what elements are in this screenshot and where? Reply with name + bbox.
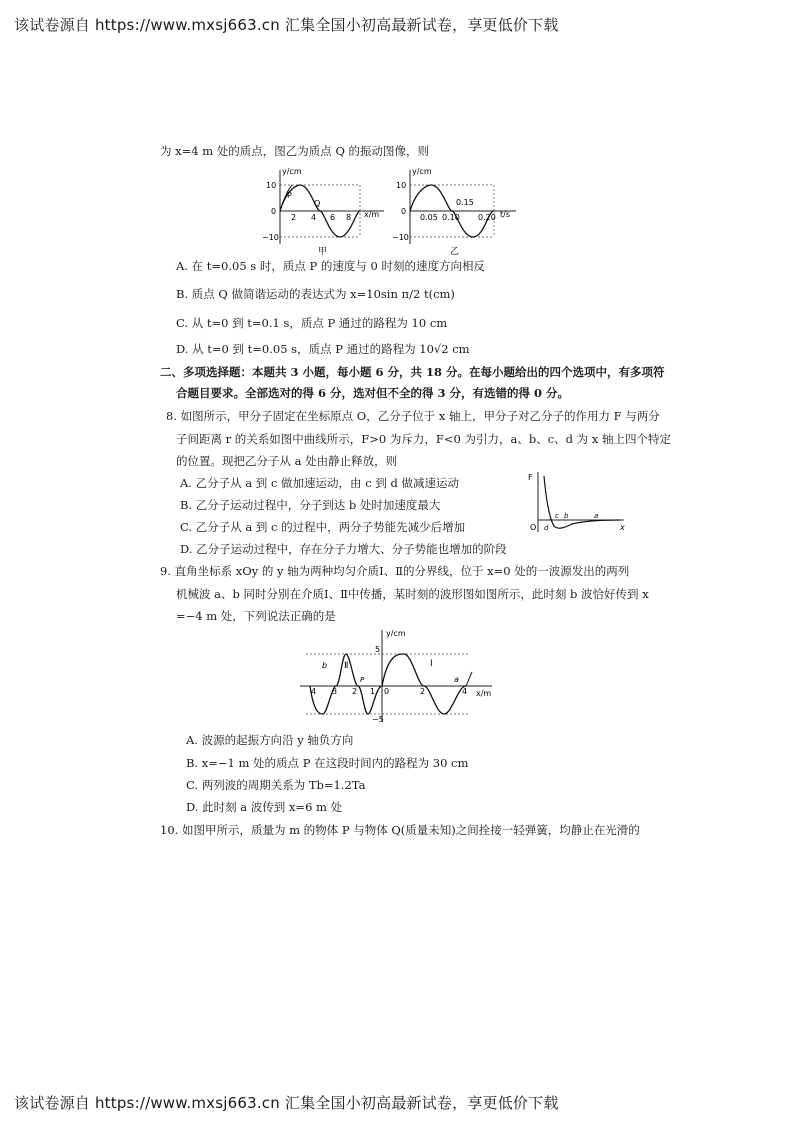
q9-line-1: 9. 直角坐标系 xOy 的 y 轴为两种均匀介质Ⅰ、Ⅱ的分界线，位于 x=0 处的一波源发出的两列 [160,564,630,578]
yi-ytick-zero: 0 [401,207,407,216]
q8-label-d: d [544,524,549,532]
q7-figure-yi [390,164,520,256]
q8-label-o: O [530,523,537,532]
jia-xtick-2: 2 [291,213,297,222]
yi-xtick-020: 0.20 [478,213,496,222]
q9-line-2: 机械波 a、b 同时分别在介质Ⅰ、Ⅱ中传播，某时刻的波形图如图所示，此时刻 b 波恰好传到 x [176,587,649,601]
yi-xlabel: t/s [500,210,510,219]
q9-xtick-0: 0 [384,687,390,696]
q9-xtick-neg3: 3 [332,687,338,696]
q8-option-a: A. 乙分子从 a 到 c 做加速运动，由 c 到 d 做减速运动 [180,476,459,490]
watermark-bottom: 该试卷源自 https://www.mxsj663.cn 汇集全国小初高最新试卷，享更低价下载 [14,1094,559,1112]
q8-label-c: c [555,512,559,520]
q9-label-p: P [360,676,365,684]
q7-option-a: A. 在 t=0.05 s 时，质点 P 的速度与 0 时刻的速度方向相反 [176,259,486,273]
q7-option-c: C. 从 t=0 到 t=0.1 s，质点 P 通过的路程为 10 cm [176,316,448,330]
q7-figure-jia [258,164,388,256]
jia-xlabel: x/m [364,210,380,219]
q8-label-f: F [528,473,533,482]
q10-line-1: 10. 如图甲所示，质量为 m 的物体 P 与物体 Q(质量未知)之间拴接一轻弹簧，均静止在光滑的 [160,823,640,837]
jia-caption: 甲 [318,247,328,256]
watermark-top: 该试卷源自 https://www.mxsj663.cn 汇集全国小初高最新试卷，享更低价下载 [14,16,559,34]
q7-option-b: B. 质点 Q 做简谐运动的表达式为 x=10sin π/2 t(cm) [176,287,455,301]
q8-line-3: 的位置。现把乙分子从 a 处由静止释放，则 [176,454,398,468]
jia-label-p: P [287,191,292,200]
q8-force-figure [520,468,630,536]
q9-option-a: A. 波源的起振方向沿 y 轴负方向 [186,733,354,747]
q8-line-2: 子间距离 r 的关系如图中曲线所示，F>0 为斥力，F<0 为引力，a、b、c、d 为 x 轴上四个特定 [176,432,671,446]
q9-ytick-bot: −5 [372,715,384,724]
q9-ylabel: y/cm [386,629,406,638]
q8-option-b: B. 乙分子运动过程中，分子到达 b 处时加速度最大 [180,498,441,512]
q9-xtick-2: 2 [420,687,426,696]
q9-wave-figure [296,626,496,726]
q9-region-2: Ⅱ [344,661,349,671]
jia-xtick-8: 8 [346,213,352,222]
jia-ytick-bot: −10 [262,233,279,242]
section2-heading-cont: 合题目要求。全部选对的得 6 分，选对但不全的得 3 分，有选错的得 0 分。 [176,386,570,400]
q9-xtick-neg2: 2 [352,687,358,696]
q9-option-b: B. x=−1 m 处的质点 P 在这段时间内的路程为 30 cm [186,756,469,770]
q8-label-a: a [594,512,599,520]
q9-line-3: =−4 m 处，下列说法正确的是 [176,609,336,623]
q9-xlabel: x/m [476,689,492,698]
q9-region-1: Ⅰ [430,659,433,669]
yi-xtick-015: 0.15 [456,198,474,207]
jia-ytick-zero: 0 [271,207,277,216]
q9-xtick-4: 4 [462,687,468,696]
q9-xtick-neg4: 4 [311,687,317,696]
q9-label-a: a [454,675,459,684]
q8-option-d: D. 乙分子运动过程中，存在分子力增大、分子势能也增加的阶段 [180,542,507,556]
jia-ytick-top: 10 [266,181,277,190]
q8-label-b: b [564,512,569,520]
q9-label-b: b [322,661,328,670]
jia-xtick-6: 6 [330,213,336,222]
jia-ylabel: y/cm [282,167,302,176]
jia-xtick-4: 4 [311,213,317,222]
q7-option-d: D. 从 t=0 到 t=0.05 s，质点 P 通过的路程为 10√2 cm [176,342,470,356]
yi-xtick-010: 0.10 [442,213,460,222]
q7-intro: 为 x=4 m 处的质点，图乙为质点 Q 的振动图像，则 [160,144,430,158]
yi-caption: 乙 [450,247,460,256]
q8-label-x: x [620,523,625,532]
q9-ytick-top: 5 [375,645,381,654]
q8-option-c: C. 乙分子从 a 到 c 的过程中，两分子势能先减少后增加 [180,520,466,534]
q9-xtick-neg1: 1 [370,687,376,696]
yi-ytick-bot: −10 [392,233,409,242]
yi-ytick-top: 10 [396,181,407,190]
yi-xtick-005: 0.05 [420,213,438,222]
yi-ylabel: y/cm [412,167,432,176]
q8-line-1: 8. 如图所示，甲分子固定在坐标原点 O，乙分子位于 x 轴上，甲分子对乙分子的作用力 F 与两分 [166,409,660,423]
q9-option-c: C. 两列波的周期关系为 Tb=1.2Ta [186,778,366,792]
section2-heading: 二、多项选择题：本题共 3 小题，每小题 6 分，共 18 分。在每小题给出的四个选项中，有多项符 [160,365,665,379]
jia-label-q: Q [314,199,321,208]
q9-option-d: D. 此时刻 a 波传到 x=6 m 处 [186,800,343,814]
